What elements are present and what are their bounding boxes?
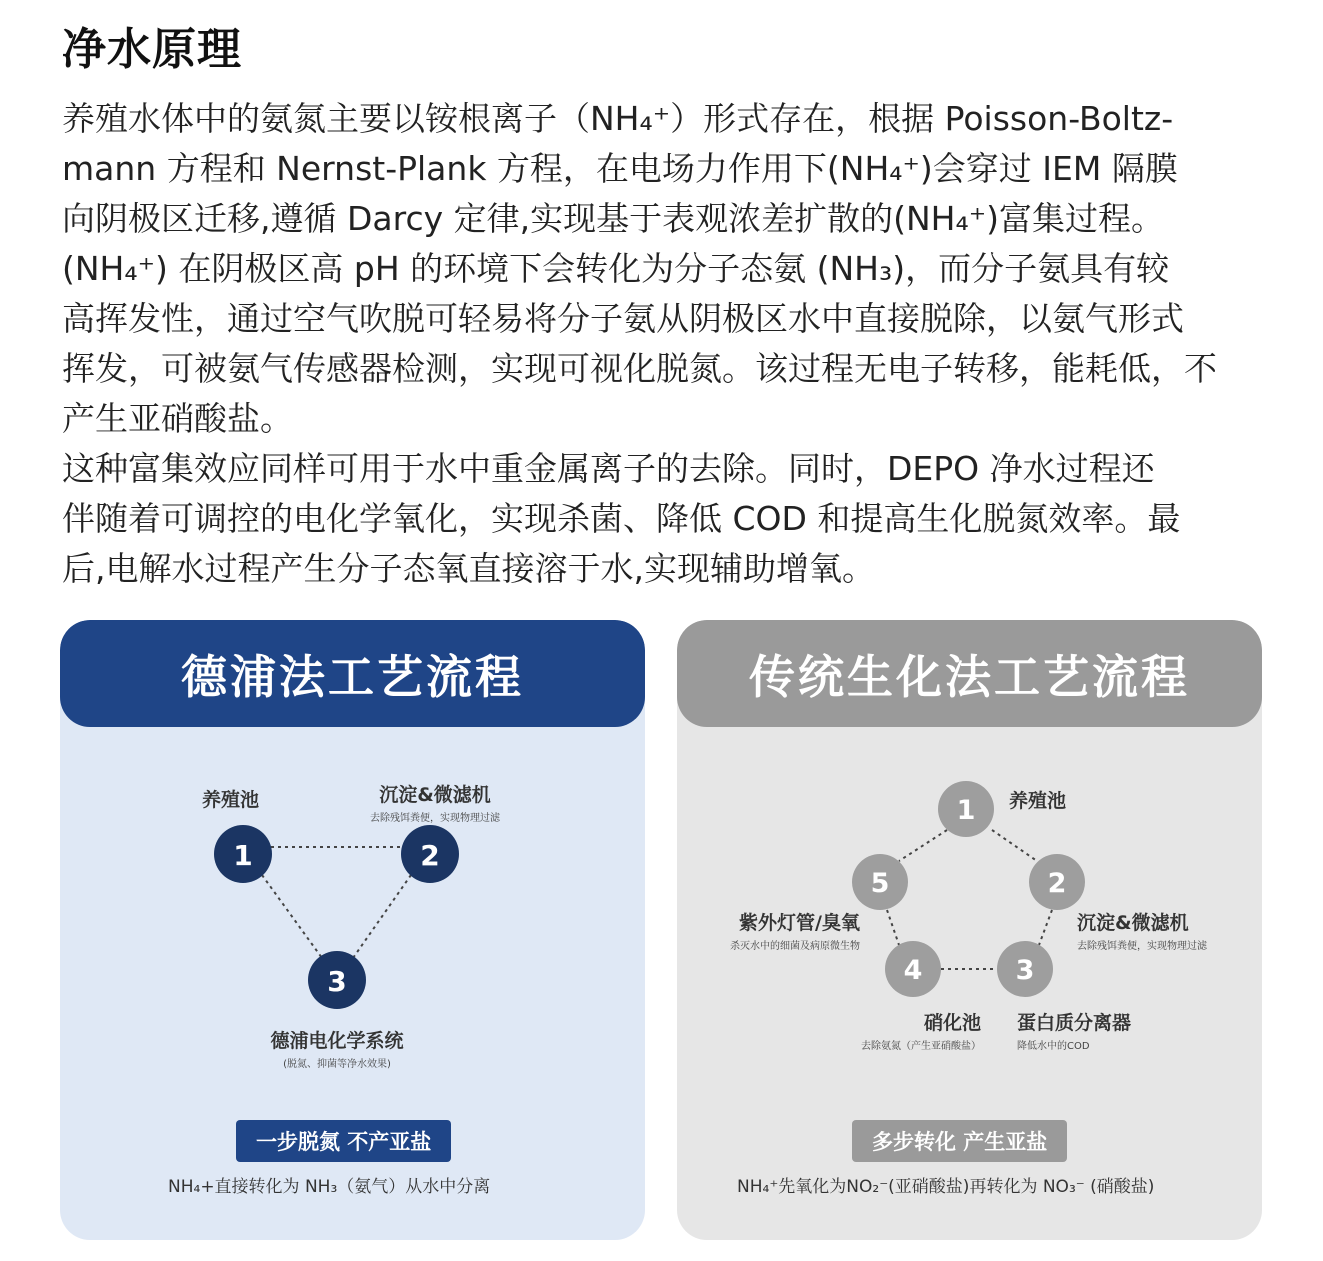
node-label-text: 养殖池 [202, 789, 260, 811]
node-label-sub: 去除残饵粪便，实现物理过滤 [370, 813, 500, 824]
node-label-text: 紫外灯管/臭氧 [739, 912, 860, 934]
node-label-text: 硝化池 [923, 1012, 981, 1034]
paragraph-line: 向阴极区迁移,遵循 Darcy 定律,实现基于表观浓差扩散的(NH₄⁺)富集过程。 [62, 199, 1165, 238]
depo-card-header: 德浦法工艺流程 [60, 620, 645, 727]
flow-connector [1039, 910, 1052, 945]
node-2-number: 2 [420, 839, 440, 872]
paragraph-line: 挥发，可被氨气传感器检测，实现可视化脱氮。该过程无电子转移，能耗低，不 [62, 349, 1217, 388]
node-label-text: 蛋白质分离器 [1017, 1012, 1132, 1034]
paragraph-line: 后,电解水过程产生分子态氧直接溶于水,实现辅助增氧。 [62, 549, 875, 588]
flow-connector [887, 910, 899, 945]
flow-connector [992, 830, 1037, 861]
node-label-text: 沉淀&微滤机 [1077, 912, 1189, 934]
paragraph-line: 养殖水体中的氨氮主要以铵根离子（NH₄⁺）形式存在，根据 Poisson-Boltz- [62, 99, 1174, 138]
depo-summary-badge: 一步脱氮 不产亚盐 [236, 1120, 451, 1162]
page-title: 净水原理 [62, 24, 242, 75]
depo-summary-note: NH₄+直接转化为 NH₃（氨气）从水中分离 [168, 1177, 491, 1197]
node-3-number: 3 [1015, 955, 1035, 986]
node-label-text: 养殖池 [1009, 790, 1067, 812]
principle-paragraph-2 [62, 444, 1267, 594]
node-label-text: 沉淀&微滤机 [379, 784, 491, 806]
node-3-number: 3 [327, 965, 347, 998]
node-label-sub: 杀灭水中的细菌及病原微生物 [730, 941, 860, 952]
node-label-sub: 去除氨氮（产生亚硝酸盐） [861, 1041, 981, 1052]
node-3-label [247, 1026, 427, 1070]
node-5-label [705, 908, 860, 952]
flow-connector [899, 830, 947, 861]
paragraph-line: 这种富集效应同样可用于水中重金属离子的去除。同时，DEPO 净水过程还 [62, 449, 1155, 488]
node-label-sub: (脱氮、抑菌等净水效果) [283, 1059, 391, 1070]
traditional-summary-note: NH₄⁺先氧化为NO₂⁻(亚硝酸盐)再转化为 NO₃⁻ (硝酸盐) [737, 1177, 1155, 1197]
node-4-label [781, 1008, 981, 1052]
node-label-sub: 降低水中的COD [1017, 1041, 1090, 1052]
flow-connector [262, 875, 322, 958]
paragraph-line: (NH₄⁺) 在阴极区高 pH 的环境下会转化为分子态氨 (NH₃)，而分子氨具有较 [62, 249, 1170, 288]
node-label-text: 德浦电化学系统 [270, 1030, 404, 1052]
node-1-number: 1 [233, 839, 253, 872]
node-5-number: 5 [870, 868, 890, 899]
paragraph-line: mann 方程和 Nernst-Plank 方程，在电场力作用下(NH₄⁺)会穿过 IEM 隔膜 [62, 149, 1178, 188]
traditional-summary-badge: 多步转化 产生亚盐 [852, 1120, 1067, 1162]
principle-paragraph-1 [62, 94, 1267, 444]
paragraph-line: 产生亚硝酸盐。 [62, 399, 293, 438]
node-label-sub: 去除残饵粪便，实现物理过滤 [1077, 941, 1207, 952]
traditional-card-header: 传统生化法工艺流程 [677, 620, 1262, 727]
node-2-label [1077, 908, 1207, 952]
node-1-number: 1 [956, 795, 976, 826]
node-4-number: 4 [903, 955, 923, 986]
paragraph-line: 伴随着可调控的电化学氧化，实现杀菌、降低 COD 和提高生化脱氮效率。最 [62, 499, 1181, 538]
paragraph-line: 高挥发性，通过空气吹脱可轻易将分子氨从阴极区水中直接脱除，以氨气形式 [62, 299, 1184, 338]
node-2-number: 2 [1047, 868, 1067, 899]
traditional-process-card [677, 620, 1262, 1240]
node-2-label [355, 780, 515, 824]
depo-process-card [60, 620, 645, 1240]
node-3-label [1017, 1008, 1131, 1052]
node-1-label [1009, 786, 1066, 813]
flow-connector [353, 875, 411, 958]
node-1-label [202, 785, 259, 812]
